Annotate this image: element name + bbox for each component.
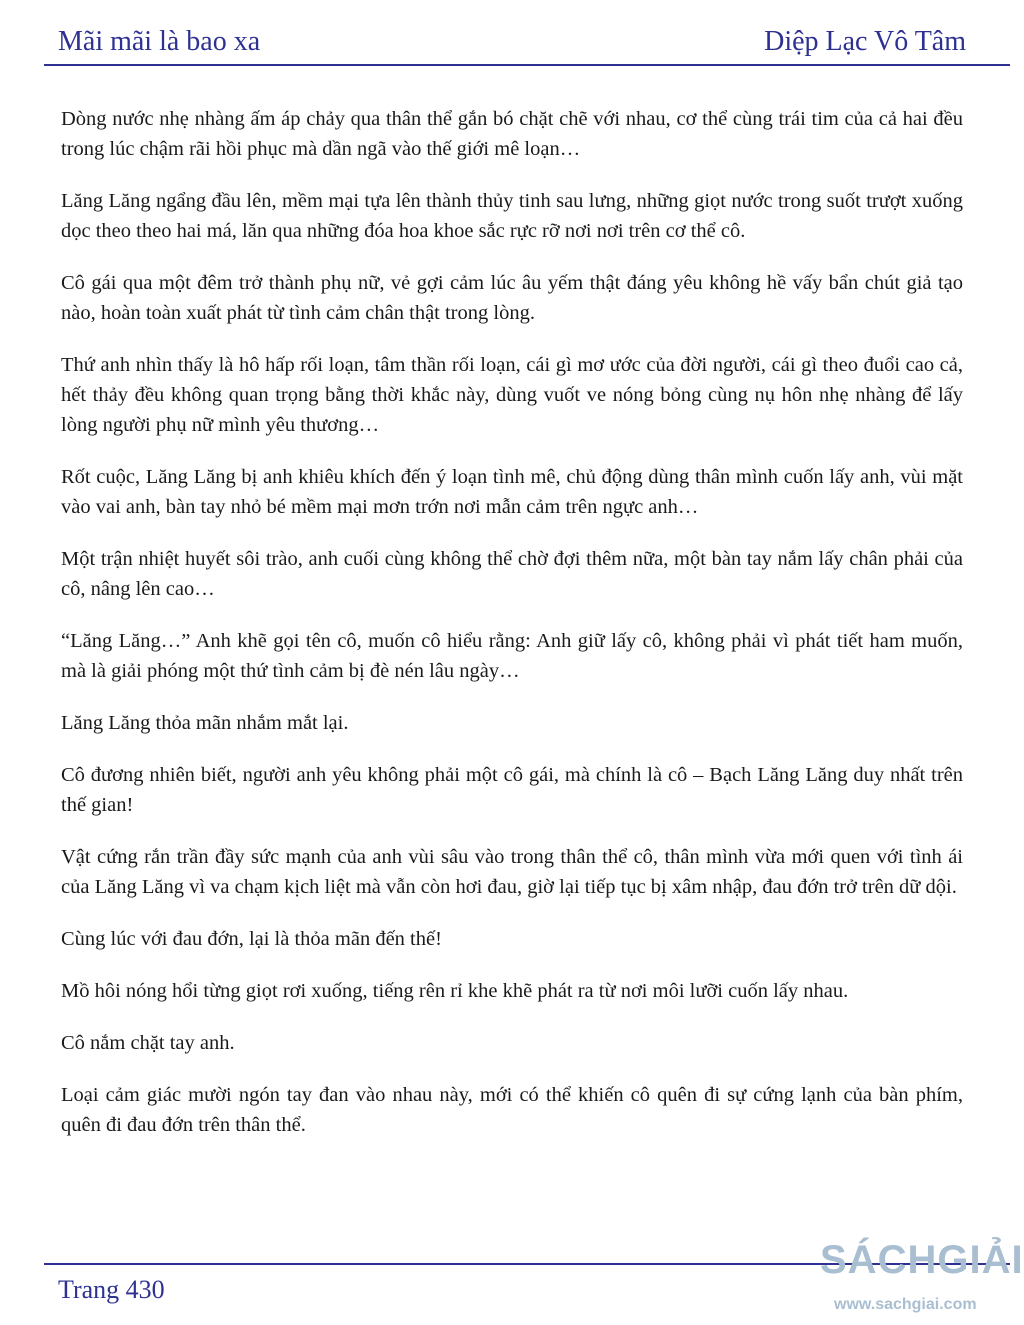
- paragraph-3: Cô gái qua một đêm trở thành phụ nữ, vẻ gợi cảm lúc âu yếm thật đáng yêu không hề vấy bẩn chút giả tạo nào, hoàn toàn xuất phát từ tình cảm chân thật trong lòng.: [61, 272, 963, 324]
- paragraph-12: Mồ hôi nóng hổi từng giọt rơi xuống, tiếng rên rỉ khe khẽ phát ra từ nơi môi lưỡi cuốn lấy nhau.: [61, 980, 849, 1002]
- paragraph-8: Lăng Lăng thỏa mãn nhắm mắt lại.: [61, 712, 349, 734]
- paragraph-11: Cùng lúc với đau đớn, lại là thỏa mãn đến thế!: [61, 928, 442, 950]
- paragraph-4: Thứ anh nhìn thấy là hô hấp rối loạn, tâm thần rối loạn, cái gì mơ ước của đời người, cái gì theo đuổi cao cả, hết thảy đều không quan trọng bằng thời khắc này, dùng vuốt ve nóng bỏng cùng nụ hôn nhẹ nhàng để lấy lòng người phụ nữ mình yêu thương…: [61, 354, 963, 436]
- paragraph-2: Lăng Lăng ngẩng đầu lên, mềm mại tựa lên thành thủy tinh sau lưng, những giọt nước trong suốt trượt xuống dọc theo theo hai má, lăn qua những đóa hoa khoe sắc rực rỡ nơi nơi trên cơ thể cô.: [61, 190, 963, 242]
- page-header: [0, 0, 1024, 66]
- author-name: Diệp Lạc Vô Tâm: [764, 26, 966, 57]
- watermark-logo: SÁCHGIẢI: [820, 1238, 1024, 1282]
- header-divider: [44, 64, 1010, 66]
- paragraph-13: Cô nắm chặt tay anh.: [61, 1032, 235, 1054]
- paragraph-1: Dòng nước nhẹ nhàng ấm áp chảy qua thân thể gắn bó chặt chẽ với nhau, cơ thể cùng trái tim của cả hai đều trong lúc chậm rãi hồi phục mà dần ngã vào thế giới mê loạn…: [61, 108, 963, 160]
- watermark: [812, 1218, 1022, 1318]
- page-body: [61, 104, 963, 1162]
- paragraph-10: Vật cứng rắn trần đầy sức mạnh của anh vùi sâu vào trong thân thể cô, thân mình vừa mới quen với tình ái của Lăng Lăng vì va chạm kịch liệt mà vẫn còn hơi đau, giờ lại tiếp tục bị xâm nhập, đau đớn trở trên dữ dội.: [61, 846, 963, 898]
- paragraph-6: Một trận nhiệt huyết sôi trào, anh cuối cùng không thể chờ đợi thêm nữa, một bàn tay nắm lấy chân phải của cô, nâng lên cao…: [61, 548, 963, 600]
- paragraph-7: “Lăng Lăng…” Anh khẽ gọi tên cô, muốn cô hiểu rằng: Anh giữ lấy cô, không phải vì phát tiết ham muốn, mà là giải phóng một thứ tình cảm bị đè nén lâu ngày…: [61, 630, 963, 682]
- page-number: Trang 430: [58, 1275, 165, 1304]
- paragraph-14: Loại cảm giác mười ngón tay đan vào nhau này, mới có thể khiến cô quên đi sự cứng lạnh của bàn phím, quên đi đau đớn trên thân thể.: [61, 1084, 963, 1136]
- book-title: Mãi mãi là bao xa: [58, 26, 261, 57]
- watermark-url: www.sachgiai.com: [834, 1296, 977, 1313]
- paragraph-5: Rốt cuộc, Lăng Lăng bị anh khiêu khích đến ý loạn tình mê, chủ động dùng thân mình cuốn lấy anh, vùi mặt vào vai anh, bàn tay nhỏ bé mềm mại mơn trớn nơi mẫn cảm trên ngực anh…: [61, 466, 963, 518]
- paragraph-9: Cô đương nhiên biết, người anh yêu không phải một cô gái, mà chính là cô – Bạch Lăng Lăng duy nhất trên thế gian!: [61, 764, 963, 816]
